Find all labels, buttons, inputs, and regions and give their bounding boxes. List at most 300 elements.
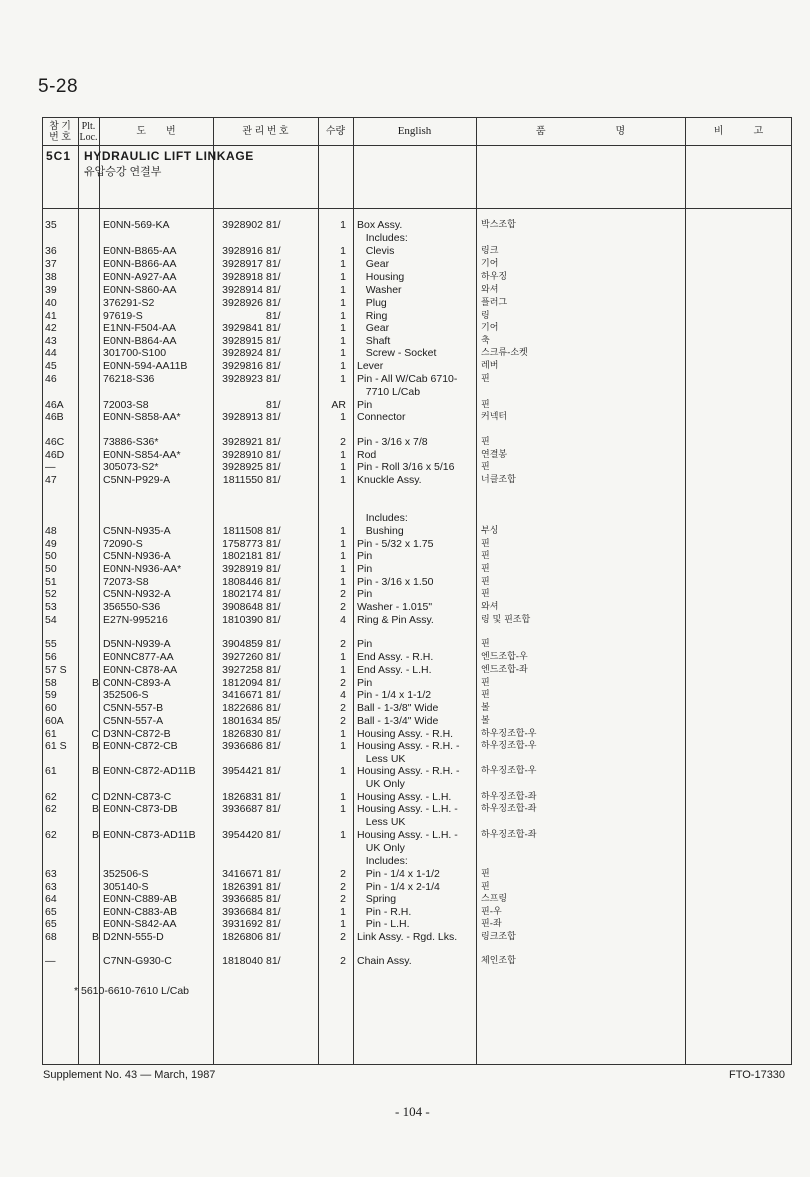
row-ref-no: 46C bbox=[45, 436, 65, 448]
row-english-name: Bushing bbox=[357, 525, 404, 537]
row-management-number: 3928915 bbox=[222, 335, 263, 347]
row-management-number: 1810390 bbox=[222, 614, 263, 626]
row-part-number: E1NN-F504-AA bbox=[103, 322, 176, 334]
row-management-number: 3929841 bbox=[222, 322, 263, 334]
row-korean-name: 핀 bbox=[481, 400, 490, 410]
row-revision: 81/ bbox=[266, 955, 281, 967]
row-korean-name: 핀 bbox=[481, 882, 490, 892]
row-management-number: 3954421 bbox=[222, 765, 263, 777]
row-management-number: 1811508 bbox=[222, 525, 263, 537]
row-revision: 81/ bbox=[266, 614, 281, 626]
row-management-number: 1802181 bbox=[222, 550, 263, 562]
row-revision: 81/ bbox=[266, 689, 281, 701]
row-korean-name: 핀 bbox=[481, 577, 490, 587]
row-english-name: Pin - Roll 3/16 x 5/16 bbox=[357, 461, 455, 473]
row-korean-name: 핀 bbox=[481, 869, 490, 879]
row-english-name: Shaft bbox=[357, 335, 391, 347]
row-quantity: 1 bbox=[340, 322, 346, 334]
header-quantity: 수량 bbox=[325, 126, 346, 137]
row-quantity: 2 bbox=[340, 715, 346, 727]
column-divider bbox=[685, 117, 686, 1065]
row-quantity: 1 bbox=[340, 461, 346, 473]
row-part-number: 72090-S bbox=[103, 538, 143, 550]
row-english-name: Ring & Pin Assy. bbox=[357, 614, 434, 626]
row-ref-no: 41 bbox=[45, 310, 57, 322]
row-korean-name: 핀-좌 bbox=[481, 919, 502, 929]
row-part-number: 352506-S bbox=[103, 868, 149, 880]
supplement-note: Supplement No. 43 — March, 1987 bbox=[43, 1069, 216, 1081]
row-quantity: 4 bbox=[340, 614, 346, 626]
row-part-number: E0NN-S842-AA bbox=[103, 918, 177, 930]
row-part-number: C5NN-N935-A bbox=[103, 525, 171, 537]
row-quantity: 1 bbox=[340, 258, 346, 270]
row-quantity: 2 bbox=[340, 677, 346, 689]
row-ref-no: 59 bbox=[45, 689, 57, 701]
row-korean-name: 핀 bbox=[481, 551, 490, 561]
row-ref-no: 46B bbox=[45, 411, 64, 423]
row-part-number: E0NN-C873-DB bbox=[103, 803, 178, 815]
row-part-number: C5NN-P929-A bbox=[103, 474, 171, 486]
row-english-name: Clevis bbox=[357, 245, 395, 257]
row-korean-name: 기어 bbox=[481, 259, 499, 269]
row-ref-no: 42 bbox=[45, 322, 57, 334]
row-management-number: 3928925 bbox=[222, 461, 263, 473]
row-english-name: Pin - 1/4 x 2-1/4 bbox=[357, 881, 440, 893]
row-ref-no: 51 bbox=[45, 576, 57, 588]
column-divider bbox=[78, 117, 79, 1065]
row-revision: 81/ bbox=[266, 436, 281, 448]
row-management-number: 1812094 bbox=[222, 677, 263, 689]
row-quantity: 1 bbox=[340, 550, 346, 562]
header-management-number: 관 리 번 호 bbox=[242, 126, 289, 137]
row-korean-name: 핀 bbox=[481, 539, 490, 549]
row-quantity: 1 bbox=[340, 538, 346, 550]
row-management-number: 3927258 bbox=[222, 664, 263, 676]
header-divider bbox=[42, 145, 792, 146]
row-revision: 81/ bbox=[266, 525, 281, 537]
row-english-name: UK Only bbox=[357, 842, 405, 854]
row-korean-name: 링크조합 bbox=[481, 932, 516, 942]
row-english-name: Includes: bbox=[357, 512, 408, 524]
row-management-number: 3928919 bbox=[222, 563, 263, 575]
row-revision: 81/ bbox=[266, 449, 281, 461]
row-plt-loc: B bbox=[91, 931, 99, 943]
row-plt-loc: B bbox=[91, 829, 99, 841]
row-english-name: Ring bbox=[357, 310, 388, 322]
document-code: FTO-17330 bbox=[729, 1069, 786, 1081]
row-ref-no: 68 bbox=[45, 931, 57, 943]
row-english-name: Washer - 1.015" bbox=[357, 601, 433, 613]
row-korean-name: 와셔 bbox=[481, 602, 499, 612]
row-english-name: Pin bbox=[357, 563, 373, 575]
row-english-name: Pin bbox=[357, 677, 373, 689]
row-plt-loc: C bbox=[91, 728, 99, 740]
row-quantity: AR bbox=[331, 399, 346, 411]
row-ref-no: 60A bbox=[45, 715, 64, 727]
row-revision: 81/ bbox=[266, 310, 281, 322]
row-part-number: D2NN-C873-C bbox=[103, 791, 172, 803]
row-english-name: Plug bbox=[357, 297, 387, 309]
row-part-number: E0NN-B865-AA bbox=[103, 245, 177, 257]
row-plt-loc: B bbox=[91, 803, 99, 815]
row-part-number: E0NN-569-KA bbox=[103, 219, 170, 231]
row-management-number: 3928924 bbox=[222, 347, 263, 359]
row-part-number: E0NN-C872-CB bbox=[103, 740, 178, 752]
row-part-number: 376291-S2 bbox=[103, 297, 155, 309]
row-korean-name: 핀 bbox=[481, 639, 490, 649]
row-ref-no: 60 bbox=[45, 702, 57, 714]
row-part-number: E0NN-A927-AA bbox=[103, 271, 177, 283]
row-korean-name: 레버 bbox=[481, 361, 499, 371]
row-revision: 81/ bbox=[266, 893, 281, 905]
row-quantity: 2 bbox=[340, 955, 346, 967]
row-part-number: 356550-S36 bbox=[103, 601, 161, 613]
page-number: 5-28 bbox=[38, 76, 79, 97]
row-english-name: Gear bbox=[357, 258, 390, 270]
row-quantity: 2 bbox=[340, 893, 346, 905]
row-revision: 81/ bbox=[266, 219, 281, 231]
row-korean-name: 핀 bbox=[481, 462, 490, 472]
row-korean-name: 링 및 핀조합 bbox=[481, 615, 531, 625]
row-management-number: 3928916 bbox=[222, 245, 263, 257]
row-management-number: 3928902 bbox=[222, 219, 263, 231]
row-quantity: 2 bbox=[340, 881, 346, 893]
row-management-number: 3936687 bbox=[222, 803, 263, 815]
row-english-name: Pin - L.H. bbox=[357, 918, 410, 930]
row-part-number: C5NN-N932-A bbox=[103, 588, 171, 600]
row-part-number: E0NN-B866-AA bbox=[103, 258, 177, 270]
row-part-number: E0NN-C883-AB bbox=[103, 906, 178, 918]
row-management-number: 3416671 bbox=[222, 689, 263, 701]
section-code: 5C1 bbox=[46, 149, 72, 163]
row-korean-name: 기어 bbox=[481, 323, 499, 333]
row-ref-no: 63 bbox=[45, 881, 57, 893]
row-quantity: 2 bbox=[340, 601, 346, 613]
row-ref-no: 64 bbox=[45, 893, 57, 905]
row-part-number: C0NN-C893-A bbox=[103, 677, 171, 689]
row-part-number: E0NN-594-AA11B bbox=[103, 360, 188, 372]
row-quantity: 1 bbox=[340, 284, 346, 296]
row-english-name: Box Assy. bbox=[357, 219, 403, 231]
row-part-number: 305073-S2* bbox=[103, 461, 159, 473]
row-korean-name: 하우징조합-좌 bbox=[481, 804, 537, 814]
row-revision: 81/ bbox=[266, 868, 281, 880]
row-english-name: Pin bbox=[357, 399, 373, 411]
row-part-number: C7NN-G930-C bbox=[103, 955, 172, 967]
row-part-number: C5NN-N936-A bbox=[103, 550, 171, 562]
section-divider bbox=[42, 208, 792, 209]
row-quantity: 1 bbox=[340, 219, 346, 231]
row-plt-loc: B bbox=[91, 677, 99, 689]
row-quantity: 2 bbox=[340, 436, 346, 448]
row-ref-no: — bbox=[45, 461, 56, 473]
row-korean-name: 너클조합 bbox=[481, 475, 516, 485]
row-ref-no: 40 bbox=[45, 297, 57, 309]
row-management-number: 3416671 bbox=[222, 868, 263, 880]
row-korean-name: 볼 bbox=[481, 703, 490, 713]
row-english-name: Spring bbox=[357, 893, 397, 905]
row-english-name: Pin bbox=[357, 550, 373, 562]
row-revision: 81/ bbox=[266, 906, 281, 918]
row-english-name: Pin - 3/16 x 7/8 bbox=[357, 436, 428, 448]
row-ref-no: 53 bbox=[45, 601, 57, 613]
row-korean-name: 하우징조합-좌 bbox=[481, 792, 537, 802]
row-english-name: Link Assy. - Rgd. Lks. bbox=[357, 931, 458, 943]
row-quantity: 1 bbox=[340, 525, 346, 537]
row-management-number: 1801634 bbox=[222, 715, 263, 727]
row-korean-name: 하우징조합-우 bbox=[481, 766, 537, 776]
header-remarks: 비 고 bbox=[713, 126, 764, 137]
row-english-name: End Assy. - L.H. bbox=[357, 664, 432, 676]
row-english-name: Washer bbox=[357, 284, 402, 296]
row-ref-no: 54 bbox=[45, 614, 57, 626]
row-part-number: 73886-S36* bbox=[103, 436, 159, 448]
row-english-name: Housing bbox=[357, 271, 405, 283]
row-management-number: 3904859 bbox=[222, 638, 263, 650]
row-ref-no: 50 bbox=[45, 563, 57, 575]
row-management-number: 3928918 bbox=[222, 271, 263, 283]
row-revision: 81/ bbox=[266, 803, 281, 815]
row-ref-no: 65 bbox=[45, 918, 57, 930]
row-korean-name: 링크 bbox=[481, 246, 499, 256]
row-korean-name: 엔드조합-우 bbox=[481, 652, 528, 662]
row-korean-name: 핀 bbox=[481, 437, 490, 447]
row-quantity: 1 bbox=[340, 791, 346, 803]
row-korean-name: 축 bbox=[481, 336, 490, 346]
row-management-number: 3928926 bbox=[222, 297, 263, 309]
header-part-number: 도 번 bbox=[136, 126, 176, 137]
row-quantity: 1 bbox=[340, 918, 346, 930]
row-revision: 81/ bbox=[266, 347, 281, 359]
row-ref-no: 46 bbox=[45, 373, 57, 385]
row-quantity: 1 bbox=[340, 297, 346, 309]
row-revision: 81/ bbox=[266, 245, 281, 257]
column-divider bbox=[476, 117, 477, 1065]
row-ref-no: 37 bbox=[45, 258, 57, 270]
row-quantity: 1 bbox=[340, 563, 346, 575]
row-revision: 81/ bbox=[266, 474, 281, 486]
row-english-name: Rod bbox=[357, 449, 377, 461]
row-english-name: Pin - All W/Cab 6710- bbox=[357, 373, 458, 385]
row-part-number: 72003-S8 bbox=[103, 399, 149, 411]
row-korean-name: 링 bbox=[481, 311, 490, 321]
row-ref-no: 44 bbox=[45, 347, 57, 359]
row-quantity: 1 bbox=[340, 245, 346, 257]
row-english-name: Housing Assy. - R.H. bbox=[357, 728, 454, 740]
row-revision: 81/ bbox=[266, 322, 281, 334]
row-part-number: E0NN-C872-AD11B bbox=[103, 765, 196, 777]
page-footer-number: - 104 - bbox=[395, 1104, 430, 1119]
row-management-number: 1826831 bbox=[222, 791, 263, 803]
row-ref-no: 62 bbox=[45, 791, 57, 803]
row-management-number: 3936685 bbox=[222, 893, 263, 905]
header-plt-loc: Plt. Loc. bbox=[79, 120, 98, 143]
row-quantity: 1 bbox=[340, 651, 346, 663]
row-revision: 81/ bbox=[266, 399, 281, 411]
row-management-number: 1802174 bbox=[222, 588, 263, 600]
row-management-number: 3928917 bbox=[222, 258, 263, 270]
row-quantity: 1 bbox=[340, 360, 346, 372]
row-revision: 81/ bbox=[266, 881, 281, 893]
row-ref-no: 52 bbox=[45, 588, 57, 600]
row-quantity: 2 bbox=[340, 588, 346, 600]
row-part-number: C5NN-557-A bbox=[103, 715, 164, 727]
row-english-name: Includes: bbox=[357, 232, 408, 244]
row-management-number: 1758773 bbox=[222, 538, 263, 550]
row-revision: 81/ bbox=[266, 740, 281, 752]
row-part-number: 352506-S bbox=[103, 689, 149, 701]
row-korean-name: 하우징 bbox=[481, 272, 508, 282]
row-ref-no: 46D bbox=[45, 449, 65, 461]
row-quantity: 1 bbox=[340, 449, 346, 461]
row-ref-no: 61 S bbox=[45, 740, 67, 752]
row-management-number: 3954420 bbox=[222, 829, 263, 841]
row-english-name: Lever bbox=[357, 360, 384, 372]
row-revision: 85/ bbox=[266, 715, 281, 727]
row-revision: 81/ bbox=[266, 601, 281, 613]
row-management-number: 3931692 bbox=[222, 918, 263, 930]
row-ref-no: 50 bbox=[45, 550, 57, 562]
row-quantity: 4 bbox=[340, 689, 346, 701]
row-english-name: Housing Assy. - R.H. - bbox=[357, 740, 460, 752]
row-english-name: Pin - 3/16 x 1.50 bbox=[357, 576, 434, 588]
row-revision: 81/ bbox=[266, 651, 281, 663]
row-revision: 81/ bbox=[266, 931, 281, 943]
row-management-number: 3928910 bbox=[222, 449, 263, 461]
row-quantity: 1 bbox=[340, 906, 346, 918]
row-part-number: 72073-S8 bbox=[103, 576, 149, 588]
row-management-number: 3928913 bbox=[222, 411, 263, 423]
row-part-number: 97619-S bbox=[103, 310, 143, 322]
column-divider bbox=[99, 117, 100, 1065]
row-korean-name: 핀 bbox=[481, 589, 490, 599]
row-revision: 81/ bbox=[266, 638, 281, 650]
footnote: * 5610-6610-7610 L/Cab bbox=[74, 985, 190, 997]
row-korean-name: 와셔 bbox=[481, 285, 499, 295]
row-plt-loc: B bbox=[91, 740, 99, 752]
row-management-number: 3936684 bbox=[222, 906, 263, 918]
row-quantity: 1 bbox=[340, 310, 346, 322]
row-ref-no: 35 bbox=[45, 219, 57, 231]
row-korean-name: 박스조합 bbox=[481, 220, 516, 230]
row-management-number: 1811550 bbox=[222, 474, 263, 486]
row-korean-name: 체인조합 bbox=[481, 956, 516, 966]
row-revision: 81/ bbox=[266, 550, 281, 562]
row-revision: 81/ bbox=[266, 284, 281, 296]
row-part-number: E0NN-N936-AA* bbox=[103, 563, 182, 575]
row-plt-loc: C bbox=[91, 791, 99, 803]
row-korean-name: 플러그 bbox=[481, 298, 508, 308]
row-management-number: 1808446 bbox=[222, 576, 263, 588]
row-revision: 81/ bbox=[266, 702, 281, 714]
row-quantity: 1 bbox=[340, 765, 346, 777]
row-english-name: Pin - 1/4 x 1-1/2 bbox=[357, 868, 440, 880]
section-title-korean: 유압승강 연결부 bbox=[84, 166, 162, 178]
row-part-number: E27N-995216 bbox=[103, 614, 168, 626]
row-english-name: Chain Assy. bbox=[357, 955, 412, 967]
row-revision: 81/ bbox=[266, 664, 281, 676]
row-ref-no: 36 bbox=[45, 245, 57, 257]
row-management-number: 3936686 bbox=[222, 740, 263, 752]
row-part-number: D5NN-N939-A bbox=[103, 638, 171, 650]
row-part-number: 76218-S36 bbox=[103, 373, 155, 385]
row-english-name: Ball - 1-3/4" Wide bbox=[357, 715, 439, 727]
row-revision: 81/ bbox=[266, 411, 281, 423]
row-management-number: 3928923 bbox=[222, 373, 263, 385]
row-korean-name: 커넥터 bbox=[481, 412, 508, 422]
row-english-name: Includes: bbox=[357, 855, 408, 867]
row-revision: 81/ bbox=[266, 563, 281, 575]
row-english-name: Connector bbox=[357, 411, 406, 423]
column-divider bbox=[353, 117, 354, 1065]
row-quantity: 2 bbox=[340, 638, 346, 650]
row-revision: 81/ bbox=[266, 765, 281, 777]
row-management-number: 3928914 bbox=[222, 284, 263, 296]
row-revision: 81/ bbox=[266, 461, 281, 473]
row-ref-no: 62 bbox=[45, 803, 57, 815]
row-english-name: End Assy. - R.H. bbox=[357, 651, 434, 663]
row-quantity: 2 bbox=[340, 931, 346, 943]
row-english-name: UK Only bbox=[357, 778, 405, 790]
row-english-name: Pin - 5/32 x 1.75 bbox=[357, 538, 434, 550]
row-ref-no: 47 bbox=[45, 474, 57, 486]
row-ref-no: 43 bbox=[45, 335, 57, 347]
row-revision: 81/ bbox=[266, 829, 281, 841]
row-quantity: 2 bbox=[340, 702, 346, 714]
row-korean-name: 볼 bbox=[481, 716, 490, 726]
row-management-number: 3908648 bbox=[222, 601, 263, 613]
row-revision: 81/ bbox=[266, 373, 281, 385]
row-ref-no: 65 bbox=[45, 906, 57, 918]
row-english-name: Housing Assy. - L.H. bbox=[357, 791, 452, 803]
row-revision: 81/ bbox=[266, 791, 281, 803]
row-management-number: 1818040 bbox=[222, 955, 263, 967]
row-part-number: D3NN-C872-B bbox=[103, 728, 171, 740]
row-ref-no: 56 bbox=[45, 651, 57, 663]
row-ref-no: 38 bbox=[45, 271, 57, 283]
row-revision: 81/ bbox=[266, 677, 281, 689]
row-revision: 81/ bbox=[266, 918, 281, 930]
row-part-number: E0NN-C873-AD11B bbox=[103, 829, 196, 841]
row-part-number: E0NN-S860-AA bbox=[103, 284, 177, 296]
row-management-number: 3928921 bbox=[222, 436, 263, 448]
row-korean-name: 스크류-소켓 bbox=[481, 348, 528, 358]
row-revision: 81/ bbox=[266, 360, 281, 372]
row-quantity: 2 bbox=[340, 868, 346, 880]
row-korean-name: 핀 bbox=[481, 564, 490, 574]
row-korean-name: 핀 bbox=[481, 690, 490, 700]
row-ref-no: 46A bbox=[45, 399, 64, 411]
row-korean-name: 하우징조합-우 bbox=[481, 741, 537, 751]
row-english-name: Housing Assy. - L.H. - bbox=[357, 829, 458, 841]
row-ref-no: 63 bbox=[45, 868, 57, 880]
row-korean-name: 엔드조합-좌 bbox=[481, 665, 528, 675]
row-quantity: 1 bbox=[340, 576, 346, 588]
row-quantity: 1 bbox=[340, 740, 346, 752]
row-korean-name: 핀 bbox=[481, 678, 490, 688]
row-management-number: 3929816 bbox=[222, 360, 263, 372]
row-revision: 81/ bbox=[266, 297, 281, 309]
row-part-number: 301700-S100 bbox=[103, 347, 167, 359]
row-english-name: Pin bbox=[357, 588, 373, 600]
row-ref-no: 61 bbox=[45, 765, 57, 777]
row-english-name: Ball - 1-3/8" Wide bbox=[357, 702, 439, 714]
row-management-number: 1826806 bbox=[222, 931, 263, 943]
section-title: HYDRAULIC LIFT LINKAGE bbox=[84, 149, 254, 163]
header-english: English bbox=[397, 125, 432, 137]
row-revision: 81/ bbox=[266, 538, 281, 550]
row-revision: 81/ bbox=[266, 258, 281, 270]
